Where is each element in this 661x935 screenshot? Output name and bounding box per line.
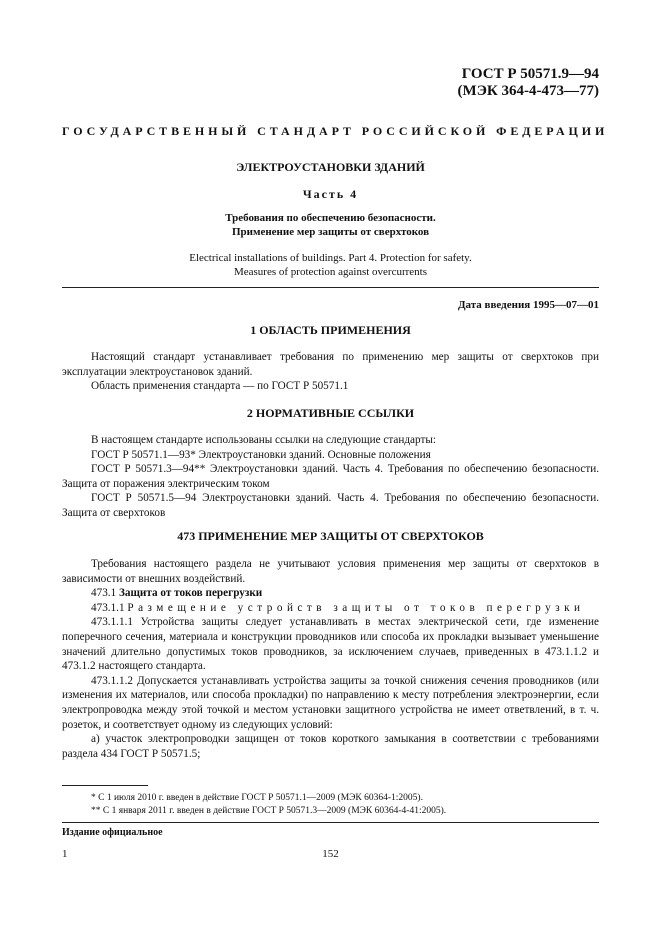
title-divider (62, 287, 599, 288)
section-473-paragraph-1: Требования настоящего раздела не учитывают условия применения мер защиты от сверхтоков в зависимости от внешних воздействий. (62, 558, 599, 585)
clause-473-1-number: 473.1 (91, 587, 117, 600)
section-1-heading: 1 ОБЛАСТЬ ПРИМЕНЕНИЯ (250, 323, 411, 337)
clause-473-1-1-title: Размещение устройств защиты от токов перегрузки (127, 601, 585, 614)
section-473-body (62, 557, 599, 761)
footer-divider (62, 822, 599, 823)
document-subtitle (62, 211, 599, 239)
english-title-line-1: Electrical installations of buildings. Part 4. Protection for safety. (189, 252, 472, 264)
clause-473-1-1-2: 473.1.1.2 Допускается устанавливать устройства защиты за точкой снижения сечения проводников (или изменения их материалов, или способа прокладки) по направлению к месту потребления электроэнергии, если электропроводка между этой точкой и местом установки защитного устройства не имеет ответвлений, в т. ч. розеток, и соответствует одному из следующих условий: (62, 674, 599, 731)
subtitle-line-2: Применение мер защиты от сверхтоков (231, 226, 430, 238)
section-2-reference-3: ГОСТ Р 50571.5—94 Электроустановки зданий. Часть 4. Требования по обеспечению безопасности. Защита от сверхтоков (62, 492, 599, 519)
official-edition-label: Издание официальное (62, 827, 163, 838)
subtitle-line-1: Требования по обеспечению безопасности. (225, 212, 436, 224)
section-1-paragraph-1: Настоящий стандарт устанавливает требования по применению мер защиты от сверхтоков при эксплуатации электроустановок зданий. (62, 351, 599, 378)
document-title: ЭЛЕКТРОУСТАНОВКИ ЗДАНИЙ (236, 160, 425, 174)
section-2-body (62, 433, 599, 521)
condition-a: а) участок электропроводки защищен от токов короткого замыкания в соответствии с требованиями раздела 434 ГОСТ Р 50571.5; (62, 733, 599, 760)
section-1-body (62, 350, 599, 394)
document-part: Часть 4 (302, 187, 359, 201)
section-473-heading: 473 ПРИМЕНЕНИЕ МЕР ЗАЩИТЫ ОТ СВЕРХТОКОВ (177, 529, 484, 543)
clause-473-1-1-number: 473.1.1 (91, 601, 125, 614)
date-of-introduction: Дата введения 1995—07—01 (457, 299, 599, 311)
state-standard-banner: ГОСУДАРСТВЕННЫЙ СТАНДАРТ РОССИЙСКОЙ ФЕДЕРАЦИИ (62, 124, 609, 138)
footnote-divider (62, 785, 148, 786)
section-2-reference-2: ГОСТ Р 50571.3—94** Электроустановки зданий. Часть 4. Требования по обеспечению безопасности. Защита от поражения электрическим током (62, 463, 599, 490)
iec-number: (МЭК 364-4-473—77) (457, 83, 599, 99)
footnote-1: * С 1 июля 2010 г. введен в действие ГОСТ Р 50571.1—2009 (МЭК 60364-1:2005). (91, 793, 423, 803)
section-2-paragraph-1: В настоящем стандарте использованы ссылки на следующие стандарты: (91, 434, 436, 446)
clause-473-1 (62, 586, 599, 601)
standard-number: ГОСТ Р 50571.9—94 (461, 66, 599, 82)
clause-473-1-1-1: 473.1.1.1 Устройства защиты следует устанавливать в местах электрической сети, где изменение поперечного сечения, материала и конструкции проводников или способа их прокладки вызывает уменьшение значений длительно допустимых токов проводников, за исключением случаев, приведенных в 473.1.1.2 и 473.1.2 настоящего стандарта. (62, 616, 599, 673)
section-2-reference-1: ГОСТ Р 50571.1—93* Электроустановки зданий. Основные положения (91, 448, 431, 461)
footnotes (62, 792, 599, 818)
section-1-paragraph-2: Область применения стандарта — по ГОСТ Р 50571.1 (91, 380, 349, 393)
english-title (62, 251, 599, 279)
footer-left-number: 1 (62, 848, 68, 860)
english-title-line-2: Measures of protection against overcurrents (233, 266, 428, 278)
clause-473-1-title: Защита от токов перегрузки (118, 587, 263, 600)
page-number: 152 (322, 848, 339, 860)
clause-473-1-1 (62, 601, 599, 616)
standard-number-block (458, 66, 599, 100)
footnote-2: ** С 1 января 2011 г. введен в действие ГОСТ Р 50571.3—2009 (МЭК 60364-4-41:2005). (91, 806, 447, 816)
section-2-heading: 2 НОРМАТИВНЫЕ ССЫЛКИ (246, 406, 415, 420)
